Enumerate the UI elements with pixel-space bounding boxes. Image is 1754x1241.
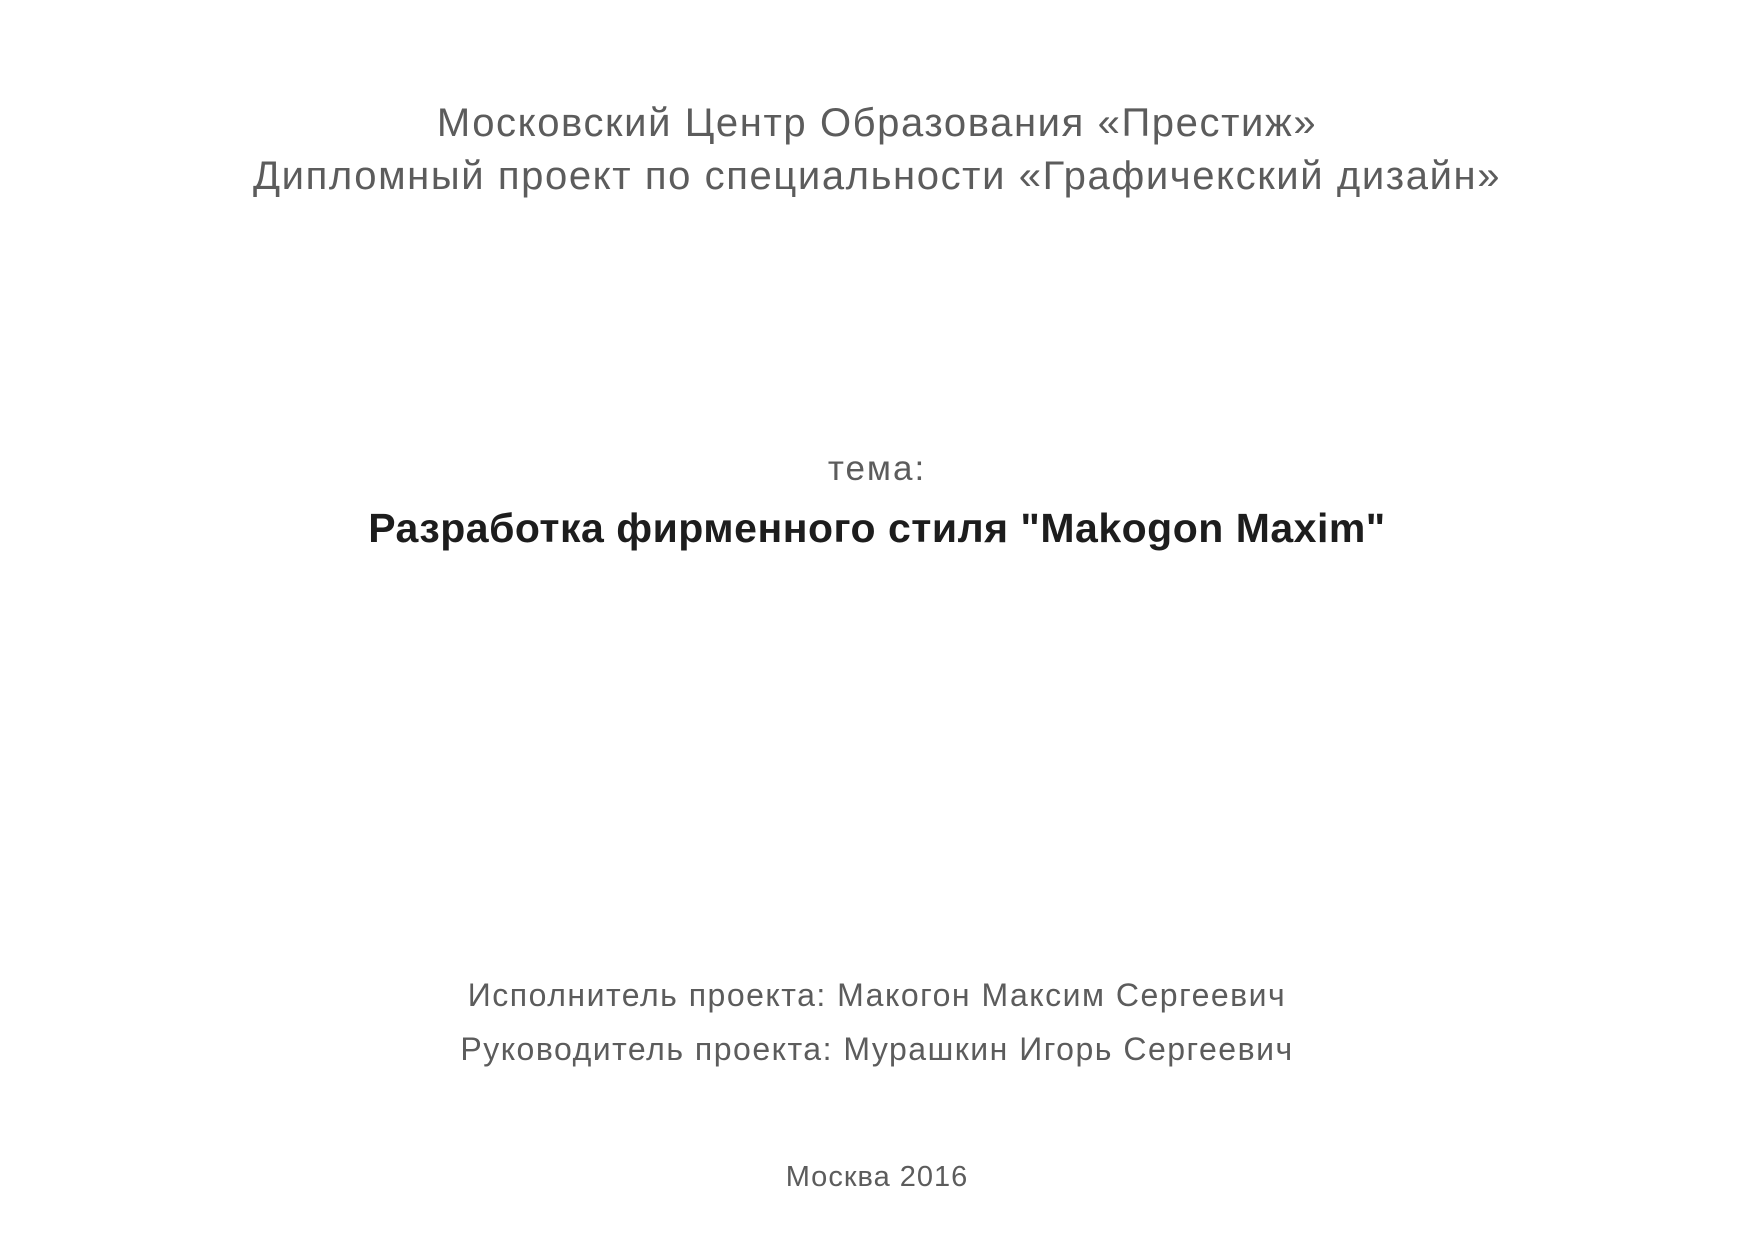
topic-section [0, 446, 1754, 556]
city-year-text: Москва 2016 [785, 1161, 969, 1193]
institution-line: Московский Центр Образования «Престиж» [436, 101, 1318, 145]
project-type-line: Дипломный проект по специальности «Графичекский дизайн» [252, 154, 1502, 198]
executor-line: Исполнитель проекта: Макогон Максим Сергеевич [467, 977, 1287, 1013]
project-title: Разработка фирменного стиля "Makogon Maxim" [368, 505, 1386, 551]
supervisor-line: Руководитель проекта: Мурашкин Игорь Сергеевич [460, 1031, 1294, 1067]
credits-section [0, 968, 1754, 1076]
topic-label: тема: [827, 449, 927, 488]
city-year-line [0, 1157, 1754, 1197]
page-header [0, 97, 1754, 203]
